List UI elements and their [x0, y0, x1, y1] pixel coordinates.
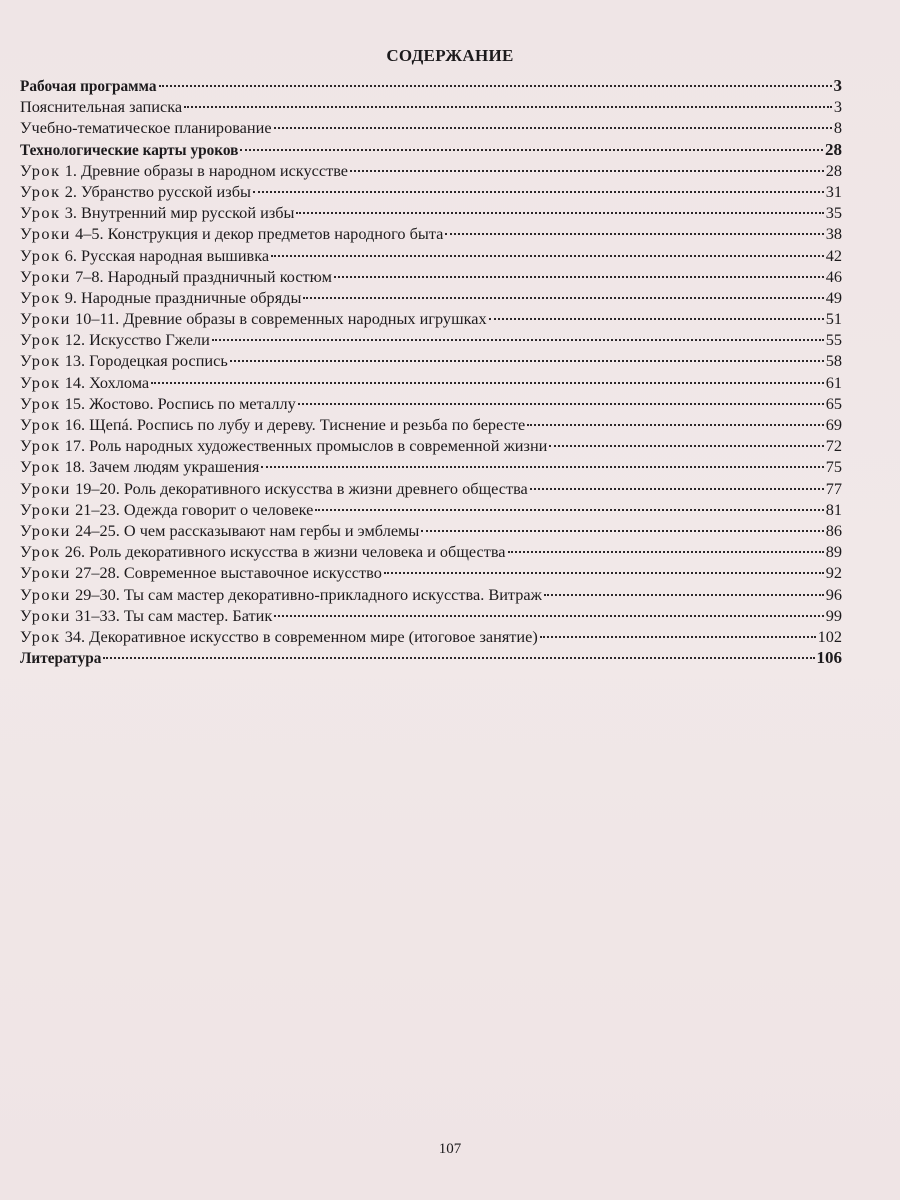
- dot-leader: [253, 176, 824, 197]
- toc-entry-page: 35: [825, 203, 842, 223]
- lesson-title: 10–11. Древние образы в современных народных игрушках: [71, 309, 487, 329]
- toc-entry-title: [20, 605, 272, 626]
- toc-entry-page: 65: [825, 393, 842, 413]
- lesson-word: Урок: [20, 393, 61, 413]
- lesson-title: 19–20. Роль декоративного искусства в жизни древнего общества: [71, 478, 528, 498]
- toc-entry-title: Пояснительная записка: [20, 97, 183, 117]
- toc-entry-page: 86: [825, 520, 842, 540]
- toc-entry-title: [20, 372, 149, 393]
- toc-entry-title: Литература: [20, 650, 102, 668]
- lesson-title: 18. Зачем людям украшения: [60, 457, 260, 477]
- lesson-title: 26. Роль декоративного искусства в жизни человека и общества: [60, 542, 506, 562]
- lesson-word: Урок: [20, 626, 61, 646]
- toc-entry-title: [20, 562, 382, 583]
- toc-entry-title: [20, 393, 296, 414]
- lesson-word: Урок: [20, 372, 61, 392]
- toc-entry-page: 102: [817, 626, 842, 646]
- dot-leader: [261, 451, 823, 472]
- dot-leader: [315, 494, 823, 515]
- lesson-word: Уроки: [20, 520, 71, 540]
- dot-leader: [274, 112, 832, 133]
- page-number: 107: [438, 1141, 462, 1157]
- lesson-title: 1. Древние образы в народном искусстве: [60, 160, 349, 180]
- lesson-title: 15. Жостово. Роспись по металлу: [60, 393, 296, 413]
- dot-leader: [421, 515, 823, 536]
- dot-leader: [212, 324, 824, 345]
- lesson-word: Урок: [20, 287, 61, 307]
- lesson-title: 9. Народные праздничные обряды: [60, 287, 302, 307]
- lesson-word: Урок: [20, 351, 61, 371]
- lesson-word: Уроки: [20, 309, 71, 329]
- lesson-title: 4–5. Конструкция и декор предметов народного быта: [71, 224, 444, 244]
- dot-leader: [296, 197, 823, 218]
- toc-entry-page: 49: [825, 287, 842, 307]
- lesson-title: 17. Роль народных художественных промыслов в современной жизни: [60, 436, 548, 456]
- toc-entry-title: [20, 456, 259, 477]
- toc-entry-page: 28: [825, 160, 842, 180]
- toc-entry-page: 38: [825, 224, 842, 244]
- lesson-title: 27–28. Современное выставочное искусство: [71, 563, 382, 583]
- toc-entry-title: Учебно-тематическое планирование: [20, 118, 272, 138]
- toc-entry-page: 58: [825, 351, 842, 371]
- toc-entry-title: [20, 181, 251, 202]
- dot-leader: [384, 557, 824, 578]
- toc-entry-page: 28: [825, 139, 842, 159]
- toc-entry-page: 81: [825, 499, 842, 519]
- lesson-word: Урок: [20, 436, 61, 456]
- dot-leader: [527, 409, 823, 430]
- lesson-word: Уроки: [20, 478, 71, 498]
- lesson-title: 2. Убранство русской избы: [60, 181, 251, 201]
- toc-entry-page: 42: [825, 245, 842, 265]
- dot-leader: [445, 218, 823, 239]
- lesson-title: 14. Хохлома: [60, 372, 150, 392]
- toc-entry-page: 8: [833, 118, 842, 138]
- toc-entry-title: [20, 266, 332, 287]
- lesson-title: 6. Русская народная вышивка: [60, 245, 270, 265]
- lesson-word: Урок: [20, 181, 61, 201]
- dot-leader: [230, 345, 824, 366]
- dot-leader: [530, 473, 824, 494]
- toc-entry-page: 77: [825, 478, 842, 498]
- toc-entry-title: [20, 520, 419, 541]
- lesson-title: 16. Щепá. Роспись по лубу и дереву. Тиснение и резьба по бересте: [60, 415, 526, 434]
- toc-entry-title: [20, 414, 525, 435]
- lesson-word: Уроки: [20, 605, 71, 625]
- toc-entry-page: 55: [825, 330, 842, 350]
- toc-entry-page: 61: [825, 372, 842, 392]
- table-of-contents: [20, 70, 842, 668]
- toc-entry-page: 96: [825, 584, 842, 604]
- toc-entry-title: Рабочая программа: [20, 78, 157, 95]
- toc-entry-page: 89: [825, 542, 842, 562]
- dot-leader: [540, 621, 816, 642]
- toc-entry-title: [20, 499, 313, 520]
- dot-leader: [103, 642, 814, 663]
- toc-entry-page: 106: [816, 648, 842, 668]
- toc-entry-page: 69: [825, 415, 842, 434]
- toc-entry-page: 72: [825, 436, 842, 456]
- dot-leader: [184, 91, 832, 112]
- toc-entry-page: 3: [833, 76, 842, 95]
- toc-entry-page: 75: [825, 457, 842, 477]
- lesson-word: Урок: [20, 457, 61, 477]
- lesson-word: Урок: [20, 415, 61, 434]
- toc-entry-page: 92: [825, 563, 842, 583]
- lesson-word: Урок: [20, 203, 61, 223]
- lesson-word: Уроки: [20, 224, 71, 244]
- toc-entry: [20, 642, 842, 668]
- toc-entry-title: [20, 245, 269, 266]
- toc-entry-page: 31: [825, 181, 842, 201]
- dot-leader: [549, 430, 823, 451]
- lesson-title: 29–30. Ты сам мастер декоративно-прикладного искусства. Витраж: [71, 584, 542, 604]
- lesson-word: Урок: [20, 245, 61, 265]
- lesson-word: Урок: [20, 330, 61, 350]
- page-title: СОДЕРЖАНИЕ: [386, 46, 514, 65]
- dot-leader: [274, 600, 823, 621]
- toc-entry: [20, 70, 842, 95]
- dot-leader: [334, 261, 824, 282]
- lesson-word: Уроки: [20, 563, 71, 583]
- dot-leader: [271, 240, 824, 261]
- toc-entry-title: Технологические карты уроков: [20, 141, 239, 159]
- lesson-word: Урок: [20, 542, 61, 562]
- lesson-title: 13. Городецкая роспись: [60, 351, 228, 371]
- dot-leader: [508, 536, 824, 557]
- dot-leader: [151, 367, 824, 388]
- dot-leader: [489, 303, 824, 324]
- toc-entry-page: 3: [833, 97, 842, 117]
- lesson-word: Уроки: [20, 584, 71, 604]
- dot-leader: [544, 579, 824, 600]
- lesson-word: Уроки: [20, 499, 71, 519]
- lesson-title: 24–25. О чем рассказывают нам гербы и эмблемы: [71, 520, 420, 540]
- lesson-title: 31–33. Ты сам мастер. Батик: [71, 605, 273, 625]
- dot-leader: [303, 282, 823, 303]
- lesson-title: 7–8. Народный праздничный костюм: [71, 266, 332, 286]
- lesson-word: Уроки: [20, 266, 71, 286]
- toc-entry-title: [20, 329, 210, 350]
- lesson-title: 21–23. Одежда говорит о человеке: [71, 499, 314, 519]
- lesson-title: 3. Внутренний мир русской избы: [60, 203, 295, 223]
- dot-leader: [240, 134, 823, 155]
- toc-entry-title: [20, 202, 294, 223]
- dot-leader: [159, 70, 832, 91]
- toc-entry-page: 99: [825, 605, 842, 625]
- toc-entry-page: 46: [825, 266, 842, 286]
- lesson-word: Урок: [20, 160, 61, 180]
- lesson-title: 34. Декоративное искусство в современном мире (итоговое занятие): [60, 626, 538, 646]
- toc-entry-page: 51: [825, 309, 842, 329]
- dot-leader: [298, 388, 824, 409]
- dot-leader: [350, 155, 824, 176]
- toc-entry-title: [20, 287, 301, 308]
- lesson-title: 12. Искусство Гжели: [60, 330, 210, 350]
